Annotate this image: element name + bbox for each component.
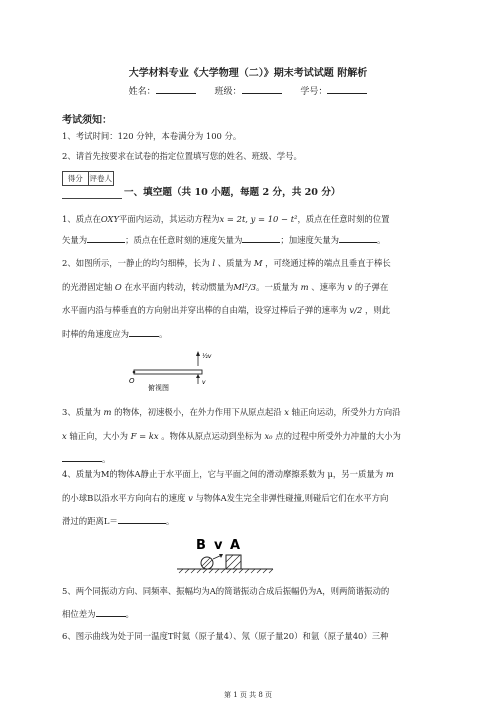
arrow-head-icon	[196, 374, 200, 378]
question-2-line-3	[62, 304, 390, 316]
q2-text: 的光滑固定轴	[62, 282, 113, 292]
score-cell: 得分	[63, 172, 89, 185]
grader-cell: 评卷人	[89, 174, 112, 183]
q4-blank-distance[interactable]	[118, 515, 166, 524]
q1-text: ，质点在任意时刻的位置	[297, 214, 390, 224]
q2-text: 水平面内沿与棒垂直的方向射出并穿出棒的自由端，设穿过棒后子弹的速率为	[62, 305, 347, 315]
fig-caption: 俯视图	[148, 384, 169, 392]
collision-diagram	[175, 536, 275, 574]
rod	[134, 370, 202, 374]
q3-blank-impulse[interactable]	[62, 453, 102, 462]
question-3-line-1	[62, 406, 401, 418]
fig-v-label: v	[214, 538, 223, 553]
q3-symbol-x0: x₀	[261, 431, 276, 441]
q2-half-v: v/2	[346, 305, 365, 315]
q4-text: 滑过的距离L＝	[62, 516, 118, 526]
notice-item: 1、考试时间：120 分钟，本卷满分为 100 分。	[62, 131, 242, 141]
q1-text: 1、质点在	[62, 214, 101, 224]
question-2-line-2	[62, 281, 388, 293]
q1-text: ；加速度矢量为	[280, 235, 339, 245]
q2-text: ，则此	[364, 305, 391, 315]
score-box	[62, 171, 114, 186]
fig-A-label: A	[230, 538, 241, 553]
arrow-head-icon	[196, 351, 200, 356]
q2-text: ，可绕通过棒的端点且垂直于棒长	[265, 258, 391, 268]
ball-B	[201, 557, 213, 569]
question-4-line-2	[62, 492, 388, 504]
q4-text: 的小球B以沿水平方向向右的速度	[62, 493, 186, 503]
question-3-line-3	[62, 453, 110, 465]
id-label: 学号：	[300, 87, 328, 97]
class-label: 班级：	[214, 87, 242, 97]
q3-symbol-m: m	[100, 407, 115, 417]
q1-equation: x = 2t, y = 10 − t²	[219, 214, 298, 224]
q2-text: 、质量为	[217, 258, 252, 268]
student-info-row	[0, 84, 496, 97]
name-label: 姓名：	[128, 87, 156, 97]
class-blank[interactable]	[242, 84, 282, 94]
pivot-point	[133, 371, 136, 374]
q1-text: 。	[377, 235, 386, 245]
q3-text: 点的过程中所受外力冲量的大小为	[275, 431, 401, 441]
q1-plane-symbol: OXY	[100, 214, 120, 224]
question-2-line-4	[62, 328, 167, 340]
question-5-line-2	[62, 608, 134, 620]
q2-blank-angular-velocity[interactable]	[129, 328, 159, 337]
q1-text: ；质点在任意时刻的速度矢量为	[125, 235, 243, 245]
fig-v-label: v	[202, 379, 206, 386]
q2-symbol-M: M	[251, 258, 266, 268]
question-4-line-3	[62, 515, 174, 527]
q2-symbol-v: v	[344, 282, 355, 292]
q2-text: 。	[159, 329, 168, 339]
q2-text: 2、如图所示，一静止的均匀细棒，长为	[62, 258, 210, 268]
q2-text: 在水平面内转动，转动惯量为	[124, 282, 234, 292]
q3-force: F = kx	[128, 431, 162, 441]
question-1-line-1	[62, 213, 390, 225]
q2-text: 时棒的角速度应为	[62, 329, 129, 339]
q2-text: 的子弹在	[354, 282, 389, 292]
question-2-line-1	[62, 257, 391, 269]
question-3-line-2	[62, 430, 401, 442]
q3-text: 的物体，初速极小，在外力作用下从原点起沿	[114, 407, 282, 417]
q4-symbol-m: m	[383, 469, 394, 479]
notice-heading: 考试须知：	[62, 115, 112, 126]
q2-inertia: Ml²/3	[233, 282, 257, 292]
question-5-line-1: 5、两个同振动方向、同频率、振幅均为A的简谐振动合成后振幅仍为A，则两简谐振动的	[62, 586, 390, 596]
question-1-line-2	[62, 234, 385, 246]
q2-symbol-O: O	[112, 282, 125, 292]
fig-B-label: B	[196, 538, 206, 553]
q3-text: 。	[102, 454, 111, 464]
fig-half-v-label: ½v	[202, 353, 212, 360]
q1-blank-velocity[interactable]	[242, 234, 280, 243]
section-rule	[62, 198, 122, 199]
q1-text: 平面内运动，其运动方程为	[119, 214, 220, 224]
q5-text: 。	[125, 609, 134, 619]
q5-text: 相位差为	[62, 609, 96, 619]
q4-text: 4、质量为M的物体A静止于水平面上，它与平面之间的滑动摩擦系数为 μ，另一质量为	[62, 469, 384, 479]
id-blank[interactable]	[327, 84, 367, 94]
q4-symbol-v: v	[185, 493, 196, 503]
q3-symbol-x: x	[281, 407, 292, 417]
q3-text: 轴正向运动，所受外力方向沿	[291, 407, 401, 417]
notice-item: 2、请首先按要求在试卷的指定位置填写您的姓名、班级、学号。	[62, 151, 302, 161]
q4-text: 与物体A发生完全非弹性碰撞,则碰后它们在水平方向	[195, 493, 389, 503]
q1-blank-position[interactable]	[87, 234, 125, 243]
pivot-label: O	[129, 377, 135, 385]
q2-symbol-l: l	[209, 258, 218, 268]
ground-hatching	[179, 569, 273, 573]
q4-text: 。	[165, 516, 175, 526]
exam-title: 大学材料专业《大学物理（二）》期末考试试题 附解析	[128, 68, 368, 79]
q2-symbol-m: m	[297, 282, 312, 292]
q2-text: 、速率为	[311, 282, 345, 292]
q3-symbol-x: x	[62, 431, 70, 441]
question-4-line-1	[62, 468, 394, 480]
section-title: 一、填空题（共 10 小题，每题 2 分，共 20 分）	[124, 187, 341, 198]
q5-blank-phase[interactable]	[96, 608, 126, 617]
page-footer: 第 1 页 共 8 页	[223, 691, 273, 699]
rod-diagram	[128, 348, 218, 392]
q1-blank-acceleration[interactable]	[339, 234, 377, 243]
q3-text: 3、质量为	[62, 407, 101, 417]
q3-text: 轴正向，大小为	[69, 431, 129, 441]
q1-text: 矢量为	[62, 235, 88, 245]
question-6-line-1: 6、图示曲线为处于同一温度T时氦（原子量4）、氖（原子量20）和氩（原子量40）三种	[62, 631, 389, 641]
name-blank[interactable]	[156, 84, 196, 94]
q3-text: 。物体从原点运动到坐标为	[161, 431, 262, 441]
q2-text: 。一质量为	[256, 282, 298, 292]
